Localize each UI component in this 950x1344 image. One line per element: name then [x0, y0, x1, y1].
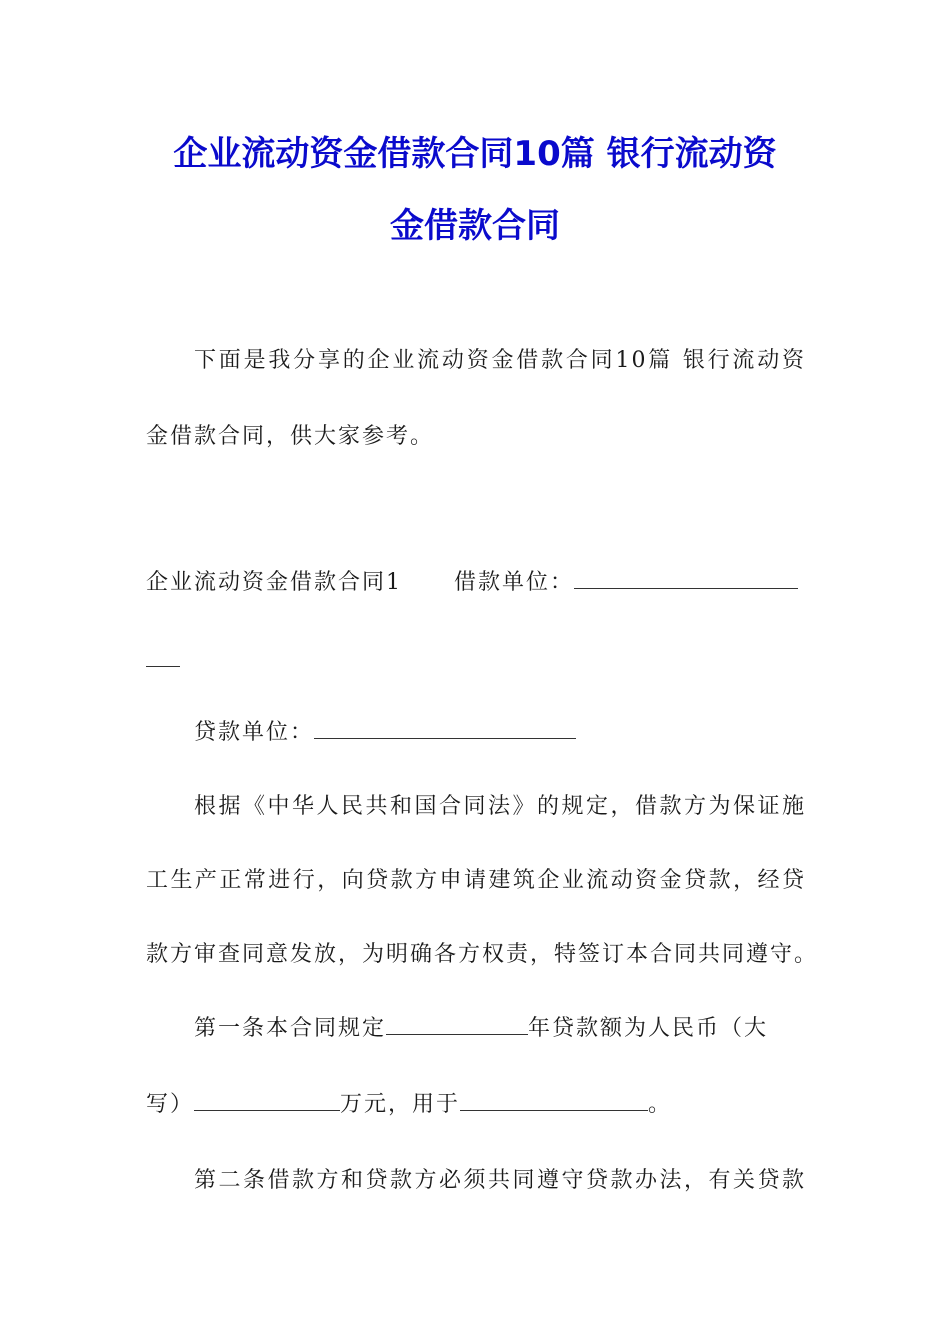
contract-heading: 企业流动资金借款合同1 [146, 570, 402, 595]
borrower-label: 借款单位： [454, 570, 575, 595]
intro-line2: 金借款合同，供大家参考。 [146, 424, 435, 449]
borrower-blank-continued [146, 646, 180, 667]
article1-line2 [146, 1090, 806, 1120]
para1-line3: 款方审查同意发放，为明确各方权责，特签订本合同共同遵守。 [146, 942, 819, 967]
article1-text-a: 第一条本合同规定 [194, 1016, 387, 1041]
amount-blank [194, 1090, 340, 1111]
article1-text-e: 。 [648, 1092, 673, 1117]
contract-heading-row [146, 568, 806, 598]
article1-text-d: 万元，用于 [340, 1092, 461, 1117]
para1-line1: 根据《中华人民共和国合同法》的规定，借款方为保证施 [194, 794, 806, 819]
document-title-line2: 金借款合同 [390, 206, 560, 246]
year-blank [386, 1014, 528, 1035]
lender-label: 贷款单位： [194, 720, 315, 745]
document-title-line1: 企业流动资金借款合同10篇 银行流动资 [173, 134, 777, 174]
article1-text-b: 年贷款额为人民币（大 [528, 1016, 769, 1041]
lender-row [194, 718, 806, 748]
para1-line2: 工生产正常进行，向贷款方申请建筑企业流动资金贷款，经贷 [146, 868, 806, 893]
purpose-blank [460, 1090, 648, 1111]
article1-text-c: 写） [146, 1092, 195, 1117]
lender-blank [314, 718, 576, 739]
borrower-blank-continued-row [146, 646, 806, 676]
borrower-blank [574, 568, 798, 589]
article2-line1: 第二条借款方和贷款方必须共同遵守贷款办法，有关贷款 [194, 1168, 806, 1193]
article1-line1 [194, 1014, 806, 1044]
intro-line1: 下面是我分享的企业流动资金借款合同10篇 银行流动资 [194, 348, 806, 373]
